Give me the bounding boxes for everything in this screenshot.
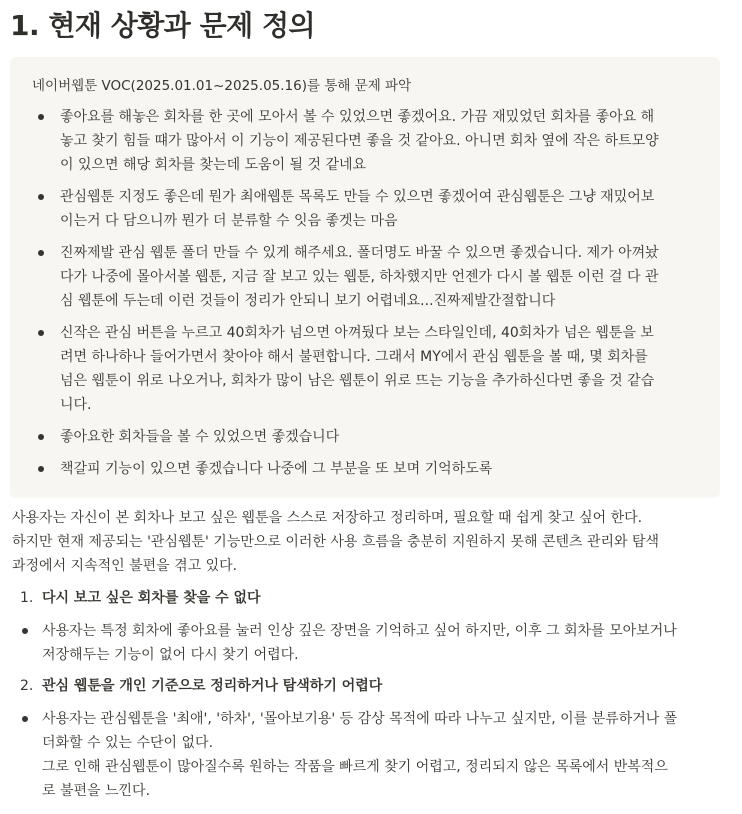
list-item — [38, 321, 708, 417]
bullet-icon — [22, 628, 28, 634]
list-item — [38, 185, 708, 233]
list-item — [38, 241, 708, 313]
bullet-icon — [38, 434, 44, 440]
list-item-text: 더화할 수 있는 수단이 없다. — [42, 735, 214, 751]
bullet-icon — [22, 716, 28, 722]
list-item-text: 심 웹툰에 두는데 이런 것들이 정리가 안되니 보기 어렵네요...진짜제발간절합니다 — [60, 293, 556, 309]
list-item-text: 이 있으면 해당 회차를 찾는데 도움이 될 것 같네요 — [60, 157, 367, 173]
callout-heading: 네이버웹툰 VOC(2025.01.01~2025.05.16)를 통해 문제 파악 — [32, 78, 412, 94]
list-item-text: 사용자는 관심웹툰을 '최애', '하차', '몰아보기용' 등 감상 목적에 따라 나누고 싶지만, 이를 분류하거나 폴 — [42, 711, 678, 727]
bullet-icon — [38, 330, 44, 336]
list-item-text: 다가 나중에 몰아서볼 웹툰, 지금 잘 보고 있는 웹툰, 하차했지만 언젠가 다시 볼 웹툰 이런 걸 다 관 — [60, 269, 659, 285]
paragraph-line: 사용자는 자신이 본 회차나 보고 싶은 웹툰을 스스로 저장하고 정리하며, 필요할 때 쉽게 찾고 싶어 한다. — [12, 510, 643, 526]
list-item — [12, 619, 722, 667]
list-item — [12, 707, 722, 803]
list-item-text: 이는거 다 담으니까 뭔가 더 분류할 수 잇음 좋겟는 마음 — [60, 213, 398, 229]
bullet-icon — [38, 250, 44, 256]
list-item — [38, 425, 708, 449]
list-item-text: 놓고 찾기 힘들 떄가 많아서 이 기능이 제공된다면 좋을 것 같아요. 아니면 회차 옆에 작은 하트모양 — [60, 133, 659, 149]
bullet-icon — [38, 114, 44, 120]
list-item-text: 저장해두는 기능이 없어 다시 찾기 어렵다. — [42, 647, 299, 663]
bullet-icon — [38, 194, 44, 200]
list-item-text: 로 불편을 느낀다. — [42, 783, 151, 799]
voc-callout — [10, 57, 720, 498]
list-item — [38, 457, 708, 481]
list-item-text: 넘은 웹툰이 위로 나오거나, 회차가 많이 남은 웹툰이 위로 뜨는 기능을 추가하신다면 좋을 것 같습 — [60, 373, 655, 389]
list-item-text: 려면 하나하나 들어가면서 찾아야 해서 불편합니다. 그래서 MY에서 관심 웹툰을 볼 때, 몇 회차를 — [60, 349, 648, 365]
list-item-text: 사용자는 특정 회차에 좋아요를 눌러 인상 깊은 장면을 기억하고 싶어 하지만, 이후 그 회차를 모아보거나 — [42, 623, 677, 639]
bullet-icon — [38, 466, 44, 472]
intro-paragraph — [12, 506, 659, 578]
list-item-text: 좋아요한 회차들을 볼 수 있었으면 좋겠습니다 — [60, 429, 340, 445]
list-item-text: 책갈피 기능이 있으면 좋겠습니다 나중에 그 부분을 또 보며 기억하도록 — [60, 461, 493, 477]
paragraph-line: 하지만 현재 제공되는 '관심웹툰' 기능만으로 이러한 사용 흐름을 충분히 지원하지 못해 콘텐츠 관리와 탐색 — [12, 534, 660, 550]
list-item-text: 신작은 관심 버튼을 누르고 40회차가 넘으면 아껴뒀다 보는 스타일인데, 40회차가 넘은 웹툰을 보 — [60, 325, 654, 341]
section-number: 2. — [20, 678, 34, 694]
list-item — [38, 105, 708, 177]
section-heading: 관심 웹툰을 개인 기준으로 정리하거나 탐색하기 어렵다 — [42, 678, 383, 694]
list-item-text: 니다. — [60, 397, 92, 413]
paragraph-line: 과정에서 지속적인 불편을 겪고 있다. — [12, 558, 238, 574]
page-title: 1. 현재 상황과 문제 정의 — [10, 9, 316, 42]
list-item-text: 진짜제발 관심 웹툰 폴더 만들 수 있게 해주세요. 폴더명도 바꿀 수 있으면 좋겠습니다. 제가 아껴놨 — [60, 245, 659, 261]
list-item-text: 좋아요를 해놓은 회차를 한 곳에 모아서 볼 수 있었으면 좋겠어요. 가끔 재밌었던 회차를 좋아요 해 — [60, 109, 655, 125]
section-heading: 다시 보고 싶은 회차를 찾을 수 없다 — [42, 590, 261, 606]
list-item-text: 관심웹툰 지정도 좋은데 뭔가 최애웹툰 목록도 만들 수 있으면 좋겠어여 관심웹툰은 그냥 재밌어보 — [60, 189, 655, 205]
section-number: 1. — [20, 590, 34, 606]
list-item-text: 그로 인해 관심웹툰이 많아질수록 원하는 작품을 빠르게 찾기 어렵고, 정리되지 않은 목록에서 반복적으 — [42, 759, 668, 775]
